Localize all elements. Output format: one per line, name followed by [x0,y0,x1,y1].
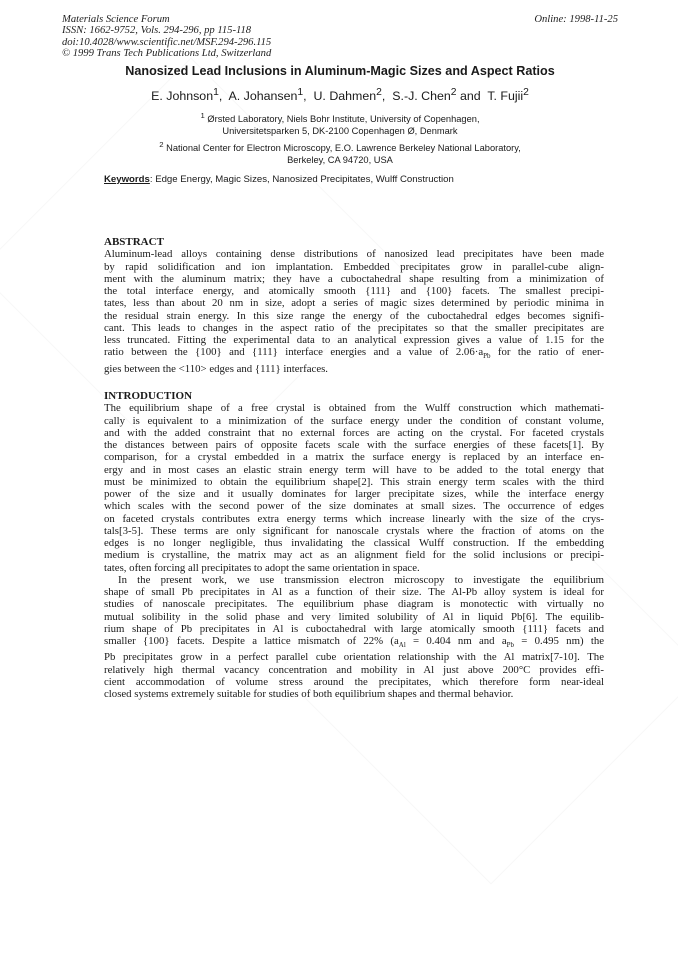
author: U. Dahmen [313,89,377,104]
author: A. Johansen [228,89,298,104]
intro-line: edges is no longer negligible, thus invalidating the classical Wulff construction. If the embedding [104,537,604,549]
intro-line: on faceted crystals contributes extra energy terms which increase linearly with the size of the crys- [104,512,604,525]
abstract-line: Aluminum-lead alloys containing dense distributions of nanosized lead precipitates have been made [104,248,604,261]
introduction-section [104,390,604,700]
author-sup: 1 [297,87,304,98]
intro-text: smaller {100} facets. Despite a lattice mismatch of 22% (a [104,635,399,647]
intro-line: mutual solibility in the solid phase and very limited solubility of Al in liquid Pb[6]. The equilib- [104,610,604,623]
intro-line: cally is equivalent to a minimization of the surface energy under the condition of constant volume, [104,414,604,427]
doi-line[interactable]: doi:10.4028/www.scientific.net/MSF.294-296.115 [62,36,272,48]
author-sep: and [456,89,485,104]
intro-line: Pb precipitates grow in a perfect parallel cube orientation relationship with the Al matrix[7-10]. The [104,651,604,664]
intro-line: medium is crystalline, the matrix may act as an alignment field for the solid inclusions or precipi- [104,549,604,562]
online-date: Online: 1998-11-25 [534,14,618,25]
subscript: Pb [483,352,491,361]
author-sup: 2 [376,87,382,98]
abstract-text: for the ratio of ener- [490,346,604,359]
author: T. Fujii [487,89,524,104]
intro-line [104,635,604,651]
abstract-line: tates, less than about 20 nm in size, adopt a series of magic sizes determined by periodic minima in [104,297,604,310]
affiliation-line: National Center for Electron Microscopy, E.O. Lawrence Berkeley National Laboratory, [166,143,521,154]
intro-line: the distances between pairs of opposite facets scale with the surface energies of these facets[1]. By [104,439,604,451]
intro-text: = 0.404 nm and a [405,635,507,647]
intro-line: which scales with the second power of the size dominates at small sizes. The occurrence of edges [104,500,604,513]
affiliation-sup: 2 [159,140,164,149]
intro-line: comparison, for a crystal embedded in a matrix the surface energy is replaced by an interface en- [104,451,604,464]
author-sep: , [303,89,311,104]
abstract-line: by rapid solidification and ion implantation. Embedded precipitates grow in parallel-cube align- [104,260,604,273]
intro-text: = 0.495 nm) the [514,635,605,647]
keywords-text: : Edge Energy, Magic Sizes, Nanosized Precipitates, Wulff Construction [149,174,454,185]
abstract-line: less truncated. Fitting the experimental data to an analytical expression gives a value of 1.15 for the [104,334,604,346]
intro-line: The equilibrium shape of a free crystal is obtained from the Wulff construction which mathemati- [104,402,604,415]
author: E. Johnson [151,89,214,104]
author-sup: 2 [450,87,457,98]
author-sup: 2 [523,87,529,98]
abstract-heading: ABSTRACT [104,236,164,248]
author-sup: 1 [213,87,219,98]
affiliation-line: Berkeley, CA 94720, USA [287,154,393,165]
intro-line: rium shape of Pb precipitates in Al is cuboctahedral with large atomically smooth {111} facets and [104,622,604,635]
issn-line: ISSN: 1662-9752, Vols. 294-296, pp 115-118 [62,25,252,37]
abstract-line: the total interface energy, and atomically smooth {111} and {100} facets. The smallest precipi- [104,285,604,297]
author-list [62,87,618,103]
intro-line: tates, often forcing all precipitates to adopt the same orientation in space. [104,561,420,574]
intro-line: studies of nanoscale precipitates. The equilibrium phase diagram is monotectic with virtually no [104,598,604,611]
affiliation-line: Ørsted Laboratory, Niels Bohr Institute, University of Copenhagen, [207,114,480,125]
abstract-section [104,236,604,375]
copyright-line: © 1999 Trans Tech Publications Ltd, Switzerland [62,48,272,60]
affiliation-2 [62,139,618,166]
affiliation-line: Universitetsparken 5, DK-2100 Copenhagen Ø, Denmark [222,125,458,136]
intro-line: cient accommodation of volume stress around the precipitates, which therefore form near-ideal [104,675,604,688]
paper-title: Nanosized Lead Inclusions in Aluminum-Magic Sizes and Aspect Ratios [125,64,555,78]
intro-line: In the present work, we use transmission electron microscopy to investigate the equilibrium [118,573,604,586]
journal-name: Materials Science Forum [62,14,170,25]
abstract-line: the residual strain energy. In this size range the energy of the cuboctahedral edges becomes signifi- [104,309,604,322]
subscript: Pb [506,641,515,650]
introduction-heading: INTRODUCTION [104,390,193,402]
intro-line: closed systems extremely suitable for studies of both equilibrium shapes and thermal behavior. [104,688,514,701]
author-sep: , [218,89,226,104]
journal-header [62,14,618,60]
intro-line: shape of small Pb precipitates in Al as a function of their size. The Al-Pb alloy system is ideal for [104,586,604,598]
subscript: Al [398,641,406,650]
abstract-line [104,346,604,362]
affiliation-sup: 1 [200,111,205,120]
abstract-line: cant. This leads to changes in the aspect ratio of the precipitates so that the smaller precipitates are [104,321,604,334]
intro-line: tals[3-5]. These terms are only significant for nanoscale crystals where the fraction of atoms on the [104,524,604,537]
intro-line: relatively high thermal vacancy concentration and mobility in Al just above 200°C provides effi- [104,663,604,676]
keywords [104,174,604,185]
abstract-line: ment with the aluminum matrix; they have a cuboctahedral shape resulting from a minimization of [104,272,604,285]
abstract-text: ratio between the {100} and {111} interface energies and a value of 2.06·a [104,346,484,359]
abstract-line: gies between the <110> edges and {111} interfaces. [104,362,329,375]
affiliation-1 [62,110,618,137]
author: S.-J. Chen [392,89,451,104]
intro-line: ergy and in most cases an elastic strain energy term will have to be added to the total energy that [104,463,604,476]
intro-line: must be minimized to obtain the equilibrium shape[2]. This strain energy term scales with the third [104,475,604,488]
keywords-label: Keywords [104,174,150,185]
intro-line: and with the added constraint that no external forces are acting on the crystal. For faceted crystals [104,426,604,439]
author-sep: , [381,89,389,104]
intro-line: power of the size and it usually dominates for larger precipitate sizes, while the interface energy [104,488,604,500]
